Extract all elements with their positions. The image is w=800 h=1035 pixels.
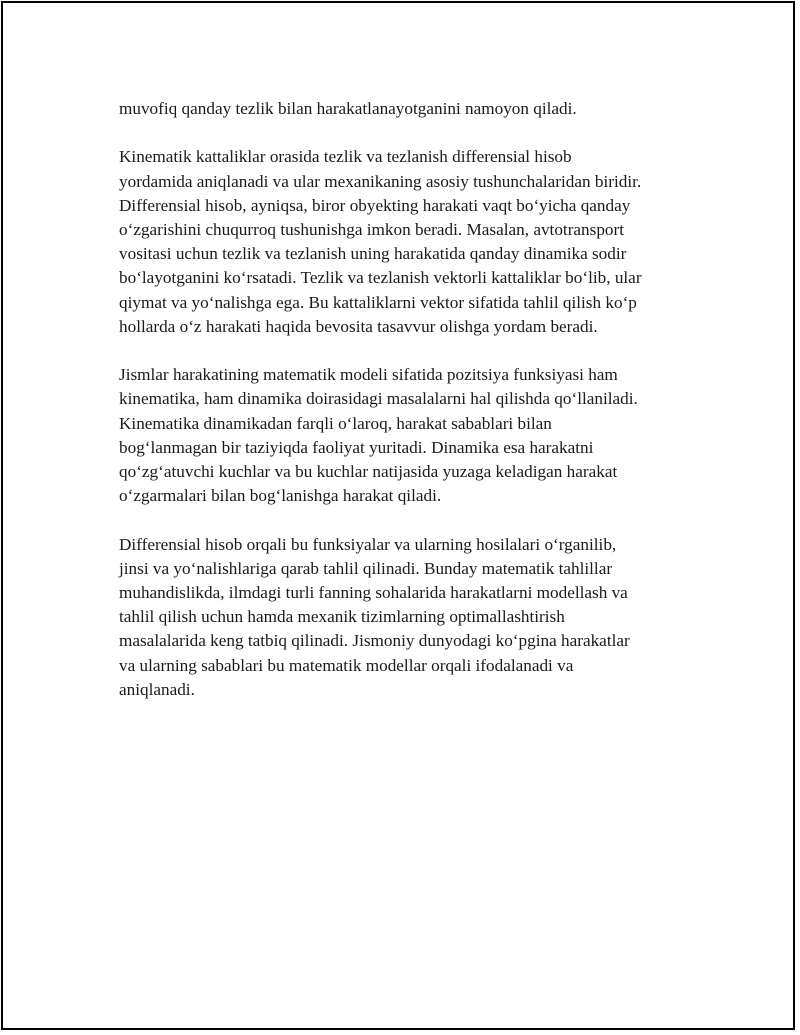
text-line: muvofiq qanday tezlik bilan harakatlanayotganini namoyon qiladi. xyxy=(119,99,577,118)
text-line: aniqlanadi. xyxy=(119,679,195,699)
paragraph-4 xyxy=(119,533,691,702)
text-line: jinsi va yo‘nalishlariga qarab tahlil qilinadi. Bunday matematik tahlillar xyxy=(119,558,613,578)
text-line: Differensial hisob, ayniqsa, biror obyekting harakati vaqt bo‘yicha qanday xyxy=(119,195,631,215)
text-line: o‘zgarmalari bilan bog‘lanishga harakat qiladi. xyxy=(119,486,442,506)
document-page xyxy=(1,1,795,1030)
paragraph-3 xyxy=(119,363,691,508)
text-line: o‘zgarishini chuqurroq tushunishga imkon beradi. Masalan, avtotransport xyxy=(119,220,625,239)
text-line: kinematika, ham dinamika doirasidagi masalalarni hal qilishda qo‘llaniladi. xyxy=(119,389,638,409)
text-line: Jismlar harakatining matematik modeli sifatida pozitsiya funksiyasi ham xyxy=(119,365,618,385)
text-line: qo‘zg‘atuvchi kuchlar va bu kuchlar natijasida yuzaga keladigan harakat xyxy=(119,462,618,482)
text-line: bog‘lanmagan bir taziyiqda faoliyat yuritadi. Dinamika esa harakatni xyxy=(119,437,594,457)
paragraph-1 xyxy=(119,97,691,121)
text-line: va ularning sabablari bu matematik modellar orqali ifodalanadi va xyxy=(119,655,574,675)
document-body xyxy=(119,97,691,726)
text-line: muhandislikda, ilmdagi turli fanning sohalarida harakatlarni modellash va xyxy=(119,583,628,603)
text-line: masalalarida keng tatbiq qilinadi. Jismoniy dunyodagi ko‘pgina harakatlar xyxy=(119,631,630,651)
text-line: tahlil qilish uchun hamda mexanik tizimlarning optimallashtirish xyxy=(119,607,565,627)
text-line: Kinematik kattaliklar orasida tezlik va tezlanish differensial hisob xyxy=(119,147,572,167)
text-line: vositasi uchun tezlik va tezlanish uning harakatida qanday dinamika sodir xyxy=(119,244,627,264)
text-line: qiymat va yo‘nalishga ega. Bu kattaliklarni vektor sifatida tahlil qilish ko‘p xyxy=(119,292,637,312)
text-line: yordamida aniqlanadi va ular mexanikaning asosiy tushunchalaridan biridir. xyxy=(119,171,642,191)
paragraph-2 xyxy=(119,145,691,339)
text-line: hollarda o‘z harakati haqida bevosita tasavvur olishga yordam beradi. xyxy=(119,316,598,336)
text-line: bo‘layotganini ko‘rsatadi. Tezlik va tezlanish vektorli kattaliklar bo‘lib, ular xyxy=(119,268,642,288)
text-line: Kinematika dinamikadan farqli o‘laroq, harakat sabablari bilan xyxy=(119,413,552,433)
text-line: Differensial hisob orqali bu funksiyalar va ularning hosilalari o‘rganilib, xyxy=(119,534,617,554)
